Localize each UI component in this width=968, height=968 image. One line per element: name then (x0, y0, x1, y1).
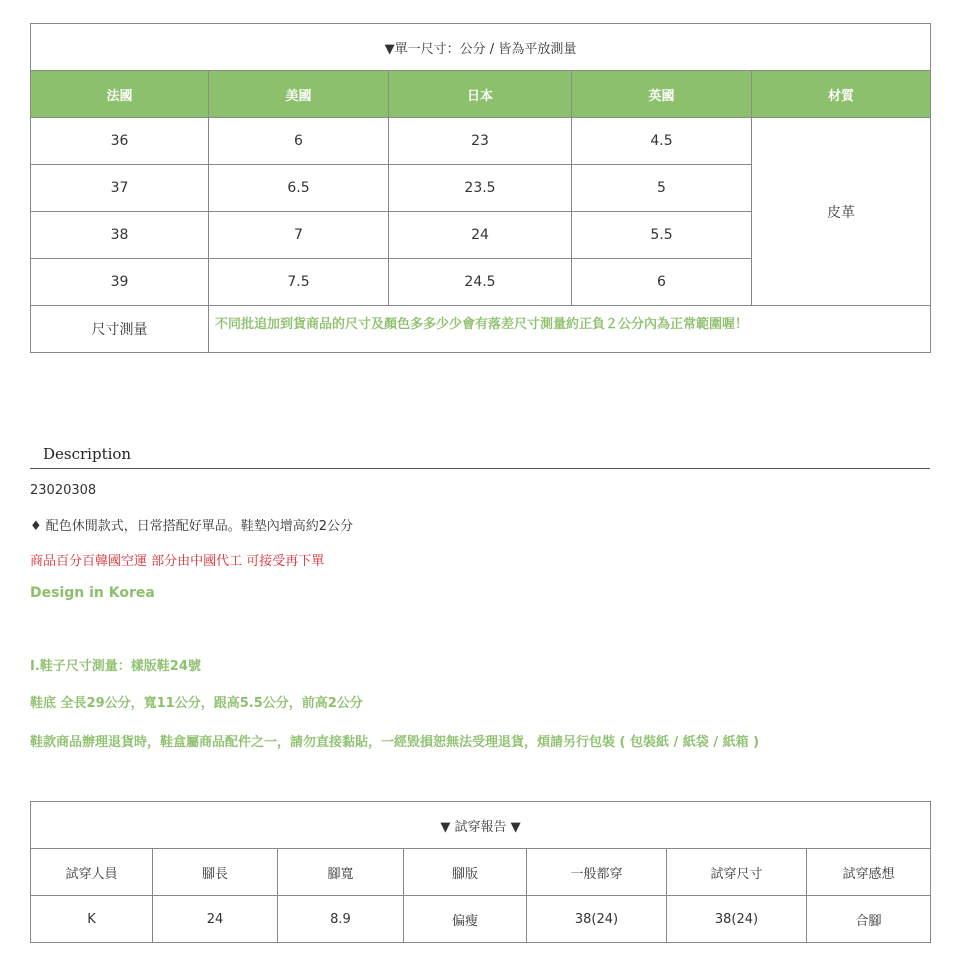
trial-header-tester: 試穿人員 (31, 849, 153, 896)
cell-material: 皮革 (752, 118, 931, 306)
cell-us: 6 (209, 118, 389, 165)
size-table-header-row (31, 71, 931, 118)
cell-uk: 4.5 (572, 118, 752, 165)
cell-jp: 23 (389, 118, 572, 165)
description-heading (30, 444, 930, 469)
trial-header-foot-width: 腳寬 (278, 849, 404, 896)
trial-caption: ▼ 試穿報告 ▼ (31, 802, 931, 849)
table-row (31, 896, 931, 943)
description-title: Description (43, 445, 132, 463)
cell-jp: 24 (389, 212, 572, 259)
product-feature: ♦ 配色休閒款式，日常搭配好單品。鞋墊內增高約2公分 (30, 519, 354, 534)
trial-header-usual-size: 一般都穿 (527, 849, 667, 896)
measure-detail: 鞋底 全長29公分，寬11公分，跟高5.5公分，前高2公分 (30, 696, 363, 711)
measure-note: 不同批追加到貨商品的尺寸及顏色多多少少會有落差尺寸測量約正負２公分內為正常範圍喔！ (209, 306, 931, 353)
trial-foot-length: 24 (153, 896, 278, 943)
cell-uk: 5 (572, 165, 752, 212)
cell-us: 7.5 (209, 259, 389, 306)
trial-header-row (31, 849, 931, 896)
measure-title: Ⅰ.鞋子尺寸測量：樣版鞋24號 (30, 659, 201, 674)
cell-fr: 37 (31, 165, 209, 212)
header-uk: 英國 (572, 71, 752, 118)
header-us: 美國 (209, 71, 389, 118)
cell-us: 7 (209, 212, 389, 259)
cell-jp: 23.5 (389, 165, 572, 212)
header-material: 材質 (752, 71, 931, 118)
cell-us: 6.5 (209, 165, 389, 212)
trial-header-tried-size: 試穿尺寸 (667, 849, 807, 896)
size-table (30, 23, 931, 353)
cell-fr: 39 (31, 259, 209, 306)
trial-header-foot-type: 腳版 (404, 849, 527, 896)
cell-uk: 5.5 (572, 212, 752, 259)
return-note: 鞋款商品辦理退貨時，鞋盒屬商品配件之一，請勿直接黏貼，一經毀損恕無法受理退貨，煩請另行包裝 ( 包裝紙 / 紙袋 / 紙箱 ) (30, 735, 760, 750)
cell-fr: 38 (31, 212, 209, 259)
cell-uk: 6 (572, 259, 752, 306)
import-notice: 商品百分百韓國空運 部分由中國代工 可接受再下單 (30, 554, 325, 569)
trial-usual-size: 38(24) (527, 896, 667, 943)
measure-label: 尺寸測量 (31, 306, 209, 353)
trial-tester: K (31, 896, 153, 943)
trial-caption-row (31, 802, 931, 849)
size-table-caption: ▼單一尺寸：公分 / 皆為平放測量 (31, 24, 931, 71)
trial-tried-size: 38(24) (667, 896, 807, 943)
size-table-caption-row (31, 24, 931, 71)
measure-row (31, 306, 931, 353)
trial-feedback: 合腳 (807, 896, 931, 943)
trial-foot-type: 偏瘦 (404, 896, 527, 943)
header-france: 法國 (31, 71, 209, 118)
trial-foot-width: 8.9 (278, 896, 404, 943)
product-code: 23020308 (30, 483, 97, 498)
cell-fr: 36 (31, 118, 209, 165)
trial-header-feedback: 試穿感想 (807, 849, 931, 896)
design-origin: Design in Korea (30, 585, 155, 601)
trial-header-foot-length: 腳長 (153, 849, 278, 896)
trial-table (30, 801, 931, 943)
cell-jp: 24.5 (389, 259, 572, 306)
table-row (31, 118, 931, 165)
header-japan: 日本 (389, 71, 572, 118)
